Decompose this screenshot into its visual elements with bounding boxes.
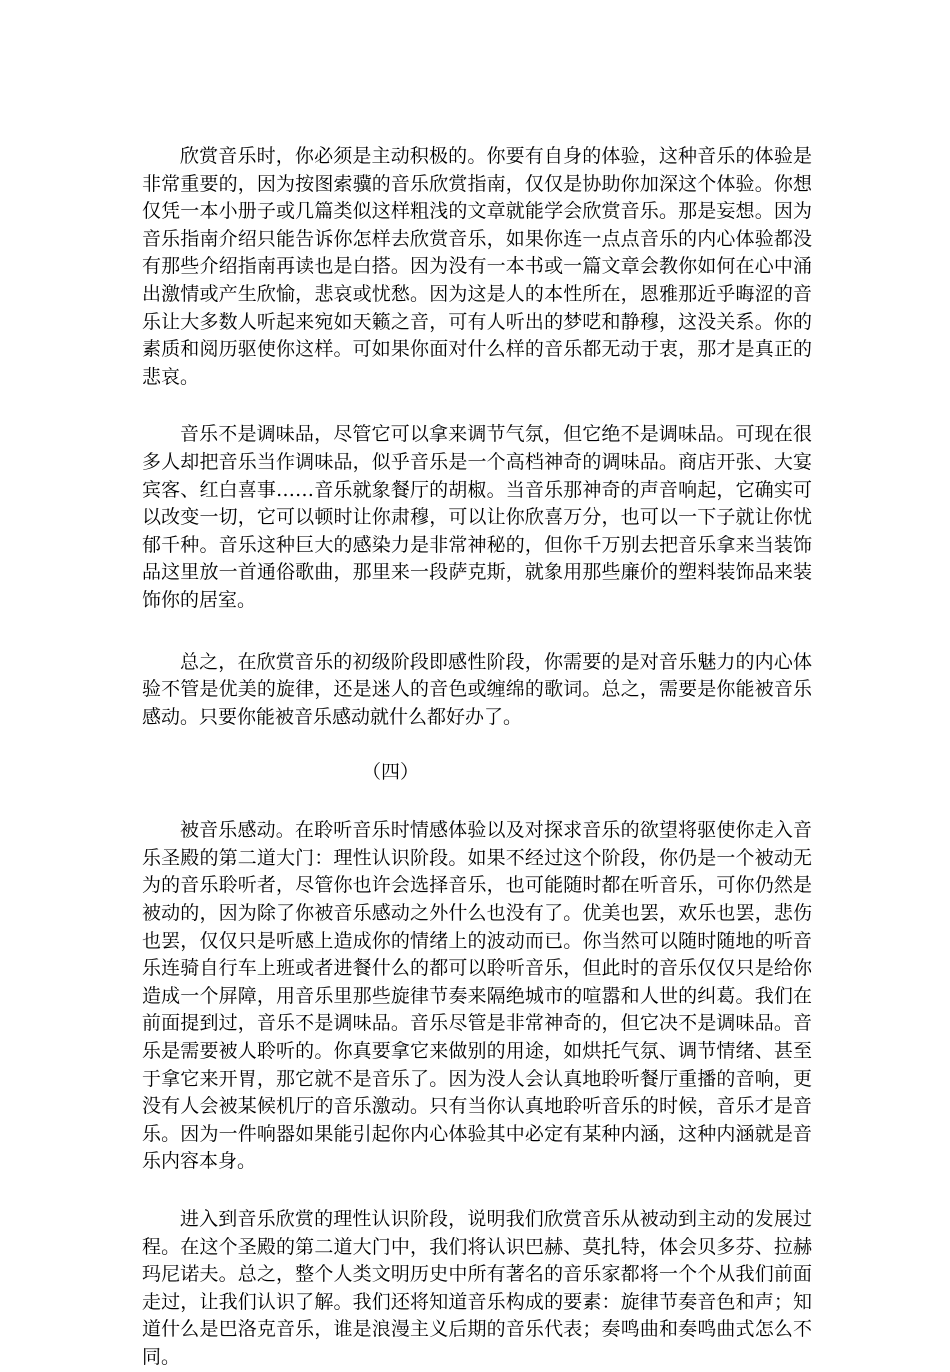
paragraph-1: 欣赏音乐时，你必须是主动积极的。你要有自身的体验，这种音乐的体验是非常重要的，因为按图索骥的音乐欣赏指南，仅仅是协助你加深这个体验。你想仅凭一本小册子或几篇类似这样粗浅的文章就能学会欣赏音乐。那是妄想。因为音乐指南介绍只能告诉你怎样去欣赏音乐，如果你连一点点音乐的内心体验都没有那些介绍指南再读也是白搭。因为没有一本书或一篇文章会教你如何在心中涌出激情或产生欣愉，悲哀或忧愁。因为这是人的本性所在，恩雅那近乎晦涩的音乐让大多数人听起来宛如天籁之音，可有人听出的梦呓和静穆，这没关系。你的素质和阅历驱使你这样。可如果你面对什么样的音乐都无动于衷，那才是真正的悲哀。 xyxy=(142,145,812,388)
paragraph-2: 音乐不是调味品，尽管它可以拿来调节气氛，但它绝不是调味品。可现在很多人却把音乐当作调味品，似乎音乐是一个高档神奇的调味品。商店开张、大宴宾客、红白喜事……音乐就象餐厅的胡椒。当音乐那神奇的声音响起，它确实可以改变一切，它可以顿时让你肃穆，可以让你欣喜万分，也可以一下子就让你忧郁千种。音乐这种巨大的感染力是非常神秘的，但你千万别去把音乐拿来当装饰品这里放一首通俗歌曲，那里来一段萨克斯，就象用那些廉价的塑料装饰品来装饰你的居室。 xyxy=(142,423,812,611)
section-heading: （四） xyxy=(362,761,420,784)
document-page xyxy=(142,143,812,1372)
paragraph-3: 总之，在欣赏音乐的初级阶段即感性阶段，你需要的是对音乐魅力的内心体验不管是优美的旋律，还是迷人的音色或缠绵的歌词。总之，需要是你能被音乐感动。只要你能被音乐感动就什么都好办了。 xyxy=(142,650,812,728)
paragraph-4: 被音乐感动。在聆听音乐时情感体验以及对探求音乐的欲望将驱使你走入音乐圣殿的第二道大门：理性认识阶段。如果不经过这个阶段，你仍是一个被动无为的音乐聆听者，尽管你也许会选择音乐，也可能随时都在听音乐，可你仍然是被动的，因为除了你被音乐感动之外什么也没有了。优美也罢，欢乐也罢，悲伤也罢，仅仅只是听感上造成你的情绪上的波动而已。你当然可以随时随地的听音乐连骑自行车上班或者进餐什么的都可以聆听音乐，但此时的音乐仅仅只是给你造成一个屏障，用音乐里那些旋律节奏来隔绝城市的喧嚣和人世的纠葛。我们在前面提到过，音乐不是调味品。音乐尽管是非常神奇的，但它决不是调味品。音乐是需要被人聆听的。你真要拿它来做别的用途，如烘托气氛、调节情绪、甚至于拿它来开胃，那它就不是音乐了。因为没人会认真地聆听餐厅重播的音响，更没有人会被某候机厅的音乐激动。只有当你认真地聆听音乐的时候，音乐才是音乐。因为一件响器如果能引起你内心体验其中必定有某种内涵，这种内涵就是音乐内容本身。 xyxy=(142,819,812,1173)
paragraph-5: 进入到音乐欣赏的理性认识阶段，说明我们欣赏音乐从被动到主动的发展过程。在这个圣殿的第二道大门中，我们将认识巴赫、莫扎特，体会贝多芬、拉赫玛尼诺夫。总之，整个人类文明历史中所有著名的音乐家都将一个个从我们前面走过，让我们认识了解。我们还将知道音乐构成的要素：旋律节奏音色和声；知道什么是巴洛克音乐，谁是浪漫主义后期的音乐代表；奏鸣曲和奏鸣曲式怎么不同。 xyxy=(142,1208,812,1368)
